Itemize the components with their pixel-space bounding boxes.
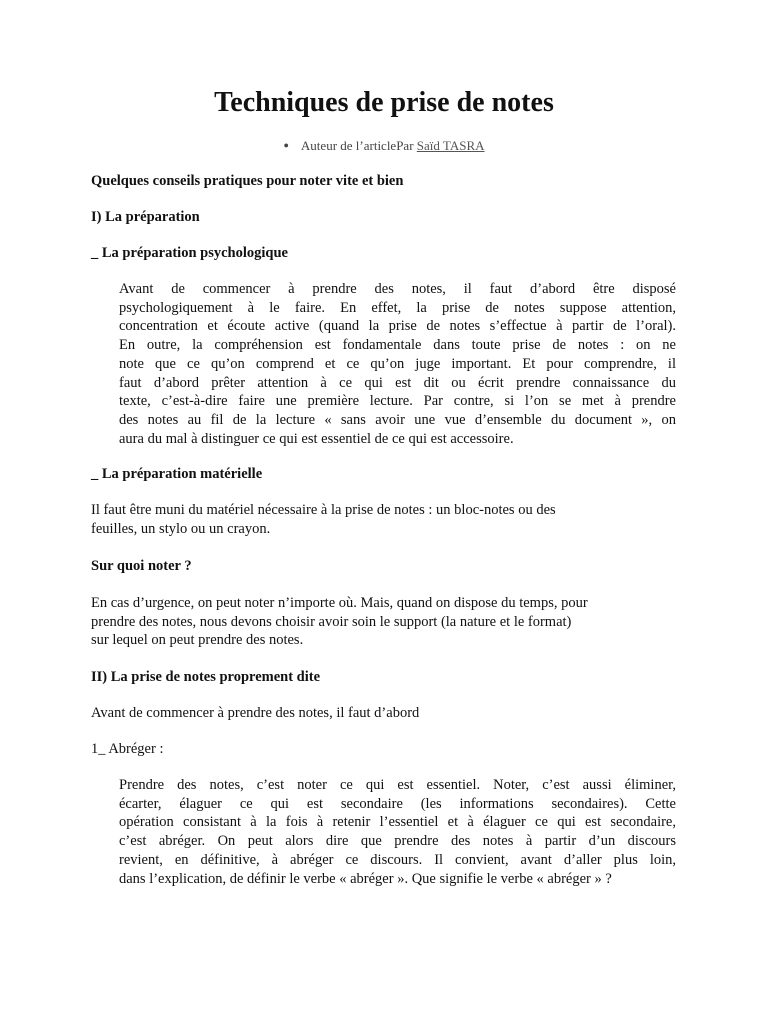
text-line: opération consistant à la fois à retenir l’essentiel et à élaguer ce qui est secondaire,: [119, 814, 676, 831]
text-line: psychologiquement à le faire. En effet, la prise de notes suppose attention,: [119, 299, 676, 316]
text-line: Il faut être muni du matériel nécessaire à la prise de notes : un bloc-notes ou des: [91, 502, 556, 518]
paragraph-avant-de-commencer: [91, 704, 681, 723]
section-heading-preparation: I) La préparation: [91, 209, 200, 225]
text-line: texte, c’est-à-dire faire une première lecture. Par contre, si l’on se met à prendre: [119, 393, 676, 410]
document-title: Techniques de prise de notes: [214, 87, 554, 118]
text-line: faut d’abord prêter attention à ce qui est dit ou écrit prendre connaissance du: [119, 374, 676, 391]
paragraph-sur-quoi-noter: [91, 594, 681, 650]
author-link[interactable]: Saïd TASRA: [416, 138, 485, 153]
paragraph-abreger: [119, 776, 676, 888]
bullet-icon: ●: [283, 140, 289, 150]
text-line: feuilles, un stylo ou un crayon.: [91, 520, 271, 537]
text-line: prendre des notes, nous devons choisir avoir soin le support (la nature et le format): [91, 613, 572, 630]
text-line: Avant de commencer à prendre des notes, il faut d’abord: [91, 705, 420, 721]
author-line: [0, 136, 768, 155]
text-line: des notes au fil de la lecture « sans avoir une vue d’ensemble du document », on: [119, 411, 676, 428]
text-line: concentration et écoute active (quand la prise de notes s’effectue à partir de l’oral).: [119, 318, 676, 335]
text-line: 1_ Abréger :: [91, 741, 164, 757]
subsection-heading-psychologique: _ La préparation psychologique: [91, 245, 288, 261]
paragraph-psychologique: [119, 280, 676, 448]
text-line: Avant de commencer à prendre des notes, il faut d’abord être disposé: [119, 281, 676, 297]
subsection-heading-materielle: _ La préparation matérielle: [91, 466, 263, 482]
item-label-abreger: [91, 740, 391, 759]
subtitle-heading: Quelques conseils pratiques pour noter vite et bien: [91, 173, 404, 189]
text-line: écarter, élaguer ce qui est secondaire (les informations secondaires). Cette: [119, 795, 676, 812]
text-line: revient, en définitive, à abréger ce discours. Il convient, avant d’aller plus loin,: [119, 851, 676, 868]
text-line: aura du mal à distinguer ce qui est essentiel de ce qui est accessoire.: [119, 430, 514, 447]
text-line: note que ce qu’on comprend et ce qu’on juge important. Et pour comprendre, il: [119, 355, 676, 372]
author-prefix: Auteur de l’articlePar: [300, 138, 417, 153]
text-line: sur lequel on peut prendre des notes.: [91, 632, 304, 649]
text-line: c’est abréger. On peut alors dire que prendre des notes à partir d’un discours: [119, 833, 676, 850]
paragraph-materielle: [91, 501, 681, 538]
text-line: Prendre des notes, c’est noter ce qui est essentiel. Noter, c’est aussi éliminer,: [119, 777, 676, 793]
text-line: En outre, la compréhension est fondamentale dans toute prise de notes : on ne: [119, 337, 676, 354]
text-line: En cas d’urgence, on peut noter n’importe où. Mais, quand on dispose du temps, pour: [91, 595, 588, 611]
section-heading-prise-de-notes: II) La prise de notes proprement dite: [91, 669, 321, 685]
text-line: dans l’explication, de définir le verbe « abréger ». Que signifie le verbe « abréger » ?: [119, 870, 612, 887]
subsection-heading-sur-quoi-noter: Sur quoi noter ?: [91, 558, 192, 574]
